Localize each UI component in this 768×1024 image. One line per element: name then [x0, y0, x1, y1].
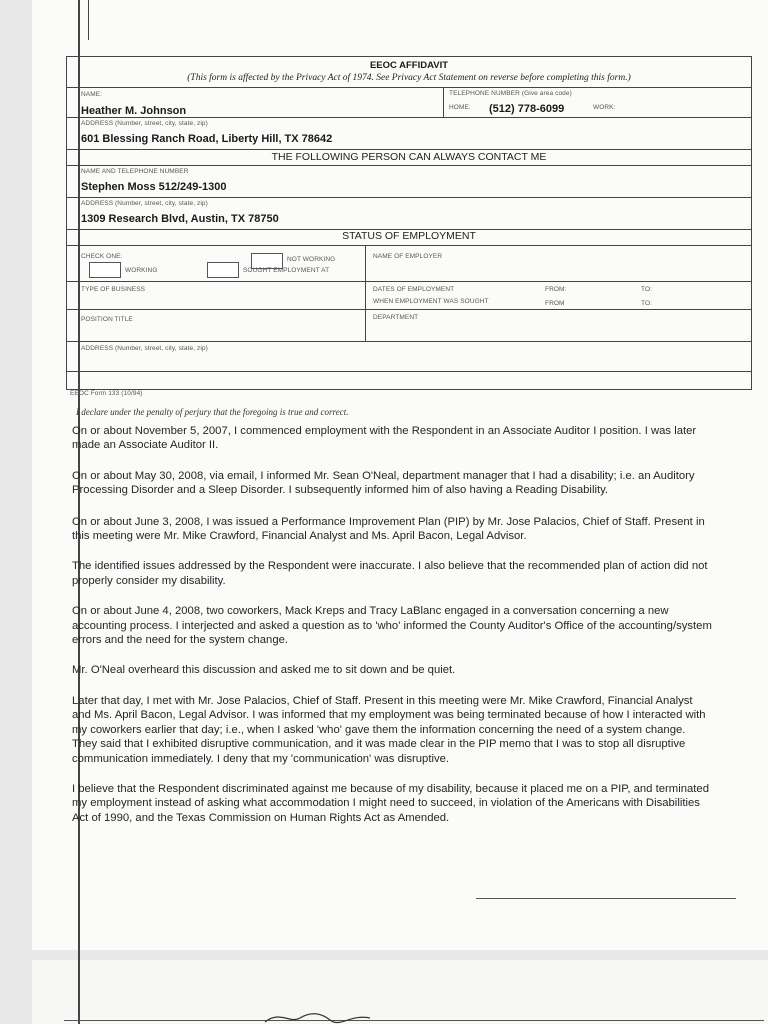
business-label: TYPE OF BUSINESS: [81, 286, 146, 293]
not-working-label: NOT WORKING: [287, 256, 336, 263]
dates-label: DATES OF EMPLOYMENT: [373, 286, 455, 293]
statement-body: [72, 424, 712, 825]
next-page-edge: [32, 960, 768, 1024]
paragraph-3: On or about June 3, 2008, I was issued a Performance Improvement Plan (PIP) by Mr. Jose Palacios, Chief of Staff. Present in this meeting were Mr. Mike Crawford, Financial Analyst and Ms. April Bacon, Legal Advisor.: [72, 515, 705, 543]
working-label: WORKING: [125, 267, 158, 274]
signature-scribble: [260, 1008, 380, 1024]
paragraph-5: On or about June 4, 2008, two coworkers, Mack Kreps and Tracy LaBlanc engaged in a conversation concerning a new accounting process. I interjected and asked a question as to 'who' informed the County Auditor's Office of the accounting/system errors and the need for the system change.: [72, 605, 712, 647]
name-label: NAME:: [81, 91, 103, 98]
contact-address-label: ADDRESS (Number, street, city, state, zip): [81, 200, 208, 207]
to-label-2: TO:: [641, 300, 653, 307]
working-checkbox[interactable]: [89, 262, 121, 278]
bottom-signature-line: [64, 1020, 764, 1021]
from-label-2: FROM: [545, 300, 565, 307]
contact-name-value: Stephen Moss 512/249-1300: [81, 181, 227, 193]
name-value: Heather M. Johnson: [81, 105, 187, 117]
contact-name-label: NAME AND TELEPHONE NUMBER: [81, 168, 189, 175]
when-sought-label: WHEN EMPLOYMENT WAS SOUGHT: [373, 298, 489, 305]
check-one-label: CHECK ONE:: [81, 253, 123, 260]
work-label: WORK:: [593, 104, 616, 111]
signature-line: [476, 898, 736, 899]
address-value: 601 Blessing Ranch Road, Liberty Hill, TX 78642: [81, 133, 333, 145]
paragraph-4: The identified issues addressed by the Respondent were inaccurate. I also believe that the recommended plan of action did not properly consider my disability.: [72, 560, 708, 587]
paragraph-7: Later that day, I met with Mr. Jose Palacios, Chief of Staff. Present in this meeting were Mr. Mike Crawford, Financial Analyst and Ms. April Bacon, Legal Advisor. I was informed that my employment was being terminated because of how I interacted with my coworkers earlier that day; i.e., when I asked 'who' gave them the information concerning the need of a system change. They said that I exhibited disruptive communication, and it was made clear in the PIP memo that I was to stop all disruptive communication immediately. I deny that my 'communication' was disruptive.: [72, 694, 706, 765]
home-phone-value: (512) 778-6099: [489, 103, 565, 115]
paragraph-1: On or about November 5, 2007, I commenced employment with the Respondent in an Associate Auditor I position. I was later made an Associate Auditor II.: [72, 425, 697, 452]
address-label: ADDRESS (Number, street, city, state, zip): [81, 120, 208, 127]
from-label-1: FROM:: [545, 286, 567, 293]
left-margin-line-2: [88, 0, 89, 40]
department-label: DEPARTMENT: [373, 314, 419, 321]
employer-address-label: ADDRESS (Number, street, city, state, zip): [81, 345, 208, 352]
paragraph-6: Mr. O'Neal overheard this discussion and asked me to sit down and be quiet.: [72, 664, 456, 677]
position-label: POSITION TITLE: [81, 316, 133, 323]
status-heading: STATUS OF EMPLOYMENT: [342, 230, 476, 242]
privacy-notice: (This form is affected by the Privacy Act of 1974. See Privacy Act Statement on reverse before completing this form.): [187, 73, 631, 83]
telephone-label: TELEPHONE NUMBER (Give area code): [449, 90, 572, 97]
contact-address-value: 1309 Research Blvd, Austin, TX 78750: [81, 213, 279, 225]
affidavit-form: [66, 56, 752, 390]
contact-heading: THE FOLLOWING PERSON CAN ALWAYS CONTACT ME: [271, 151, 547, 163]
sought-employment-label: SOUGHT EMPLOYMENT AT: [243, 267, 330, 274]
home-label: HOME:: [449, 104, 471, 111]
form-title: EEOC AFFIDAVIT: [369, 60, 449, 71]
form-number: EEOC Form 133 (10/94): [70, 390, 143, 397]
paragraph-8: I believe that the Respondent discriminated against me because of my disability, because it placed me on a PIP, and terminated my employment instead of asking what accommodation I might need to succeed, in violation of the Americans with Disabilities Act of 1990, and the Texas Commission on Human Rights Act as Amended.: [72, 782, 709, 824]
employer-label: NAME OF EMPLOYER: [373, 253, 443, 260]
sought-employment-checkbox[interactable]: [207, 262, 239, 278]
to-label-1: TO:: [641, 286, 653, 293]
perjury-declaration: I declare under the penalty of perjury that the foregoing is true and correct.: [76, 407, 349, 417]
paragraph-2: On or about May 30, 2008, via email, I informed Mr. Sean O'Neal, department manager that I had a disability; i.e. an Auditory Processing Disorder and a Sleep Disorder. I subsequently informed him of also having a Reading Disability.: [72, 469, 695, 497]
